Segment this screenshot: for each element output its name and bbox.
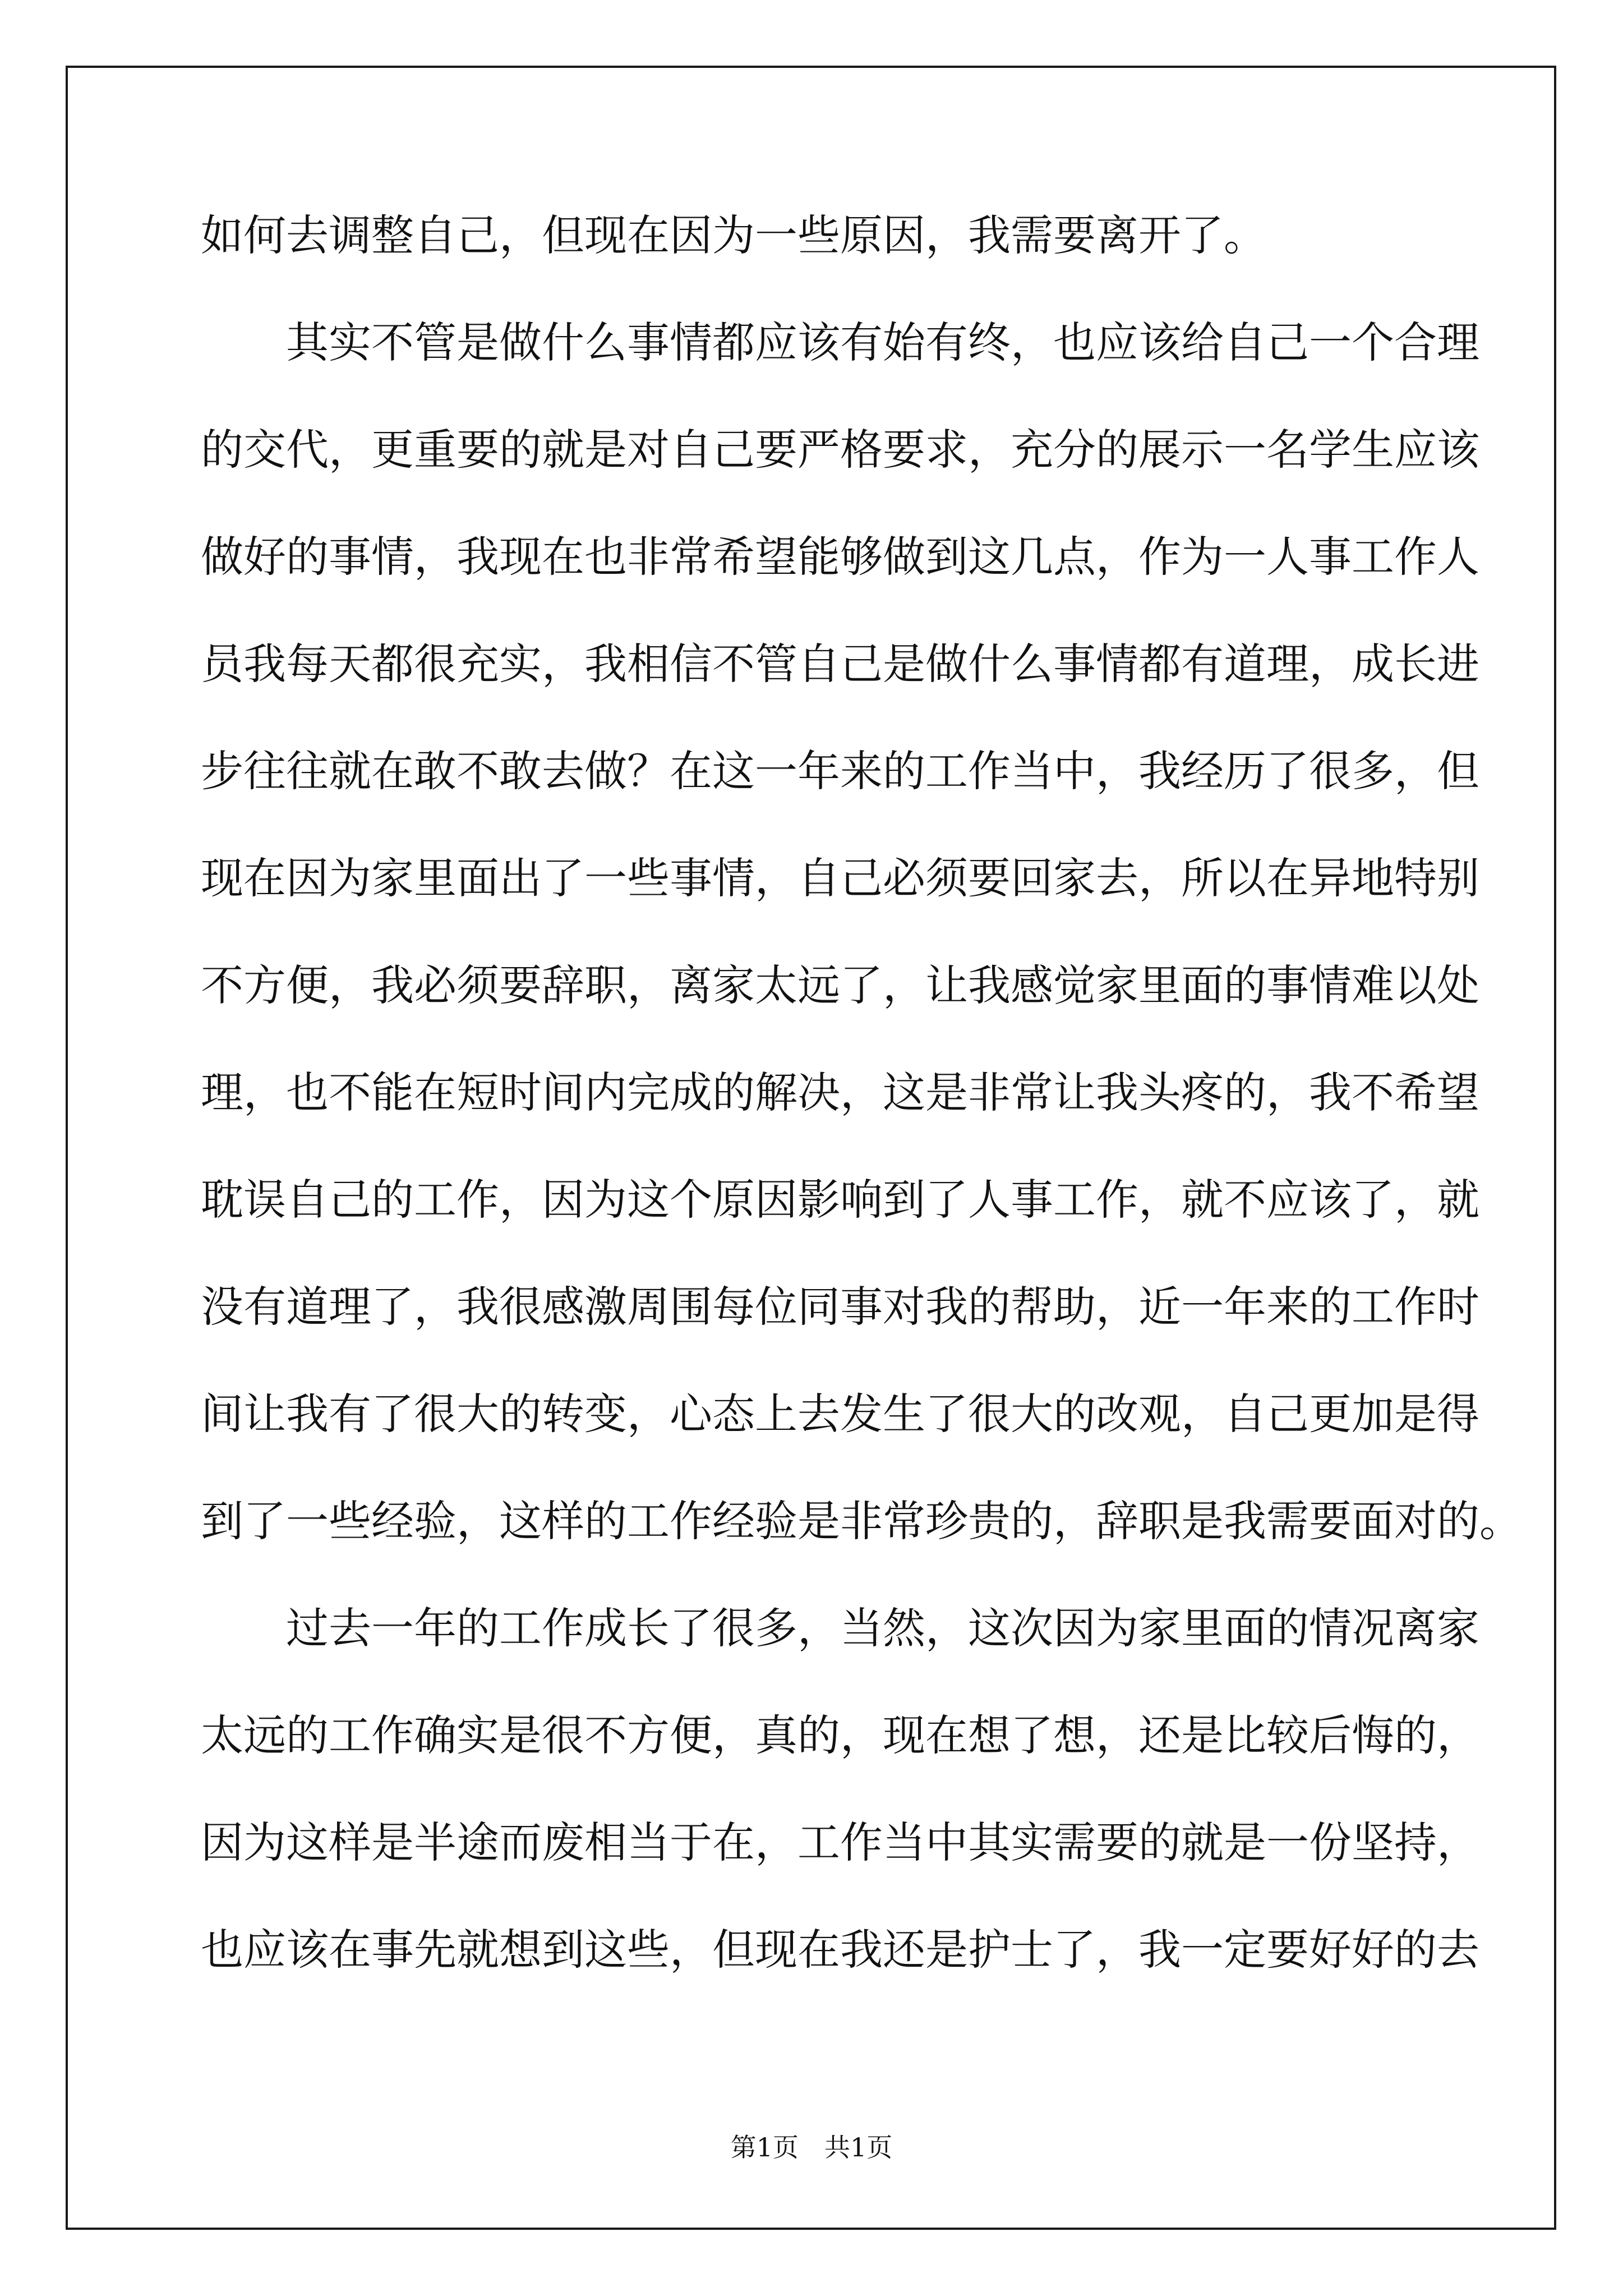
text-line: 步往往就在敢不敢去做？在这一年来的工作当中，我经历了很多，但	[201, 746, 1479, 796]
text-line: 现在因为家里面出了一些事情，自己必须要回家去，所以在异地特别	[201, 853, 1479, 903]
page-border	[66, 66, 1556, 2230]
text-line: 其实不管是做什么事情都应该有始有终，也应该给自己一个合理	[201, 318, 1479, 367]
text-line: 做好的事情，我现在也非常希望能够做到这几点，作为一人事工作人	[201, 532, 1479, 582]
page-number-footer: 第1页 共1页	[730, 2132, 893, 2162]
text-line: 理，也不能在短时间内完成的解决，这是非常让我头疼的，我不希望	[201, 1068, 1479, 1117]
text-line: 耽误自己的工作，因为这个原因影响到了人事工作，就不应该了，就	[201, 1175, 1479, 1225]
text-line: 太远的工作确实是很不方便，真的，现在想了想，还是比较后悔的，	[201, 1710, 1479, 1760]
text-line: 没有道理了，我很感激周围每位同事对我的帮助，近一年来的工作时	[201, 1282, 1479, 1332]
text-line: 到了一些经验，这样的工作经验是非常珍贵的，辞职是我需要面对的。	[201, 1496, 1522, 1546]
text-line: 因为这样是半途而废相当于在，工作当中其实需要的就是一份坚持，	[201, 1818, 1479, 1867]
text-line: 如何去调整自己，但现在因为一些原因，我需要离开了。	[201, 210, 1266, 260]
text-line: 间让我有了很大的转变，心态上去发生了很大的改观，自己更加是得	[201, 1389, 1479, 1439]
text-line: 不方便，我必须要辞职，离家太远了，让我感觉家里面的事情难以处	[201, 960, 1479, 1010]
text-line: 也应该在事先就想到这些，但现在我还是护士了，我一定要好好的去	[201, 1925, 1479, 1975]
text-line: 的交代，更重要的就是对自己要严格要求，充分的展示一名学生应该	[201, 425, 1479, 475]
text-line: 过去一年的工作成长了很多，当然，这次因为家里面的情况离家	[201, 1603, 1479, 1653]
text-line: 员我每天都很充实，我相信不管自己是做什么事情都有道理，成长进	[201, 639, 1479, 689]
